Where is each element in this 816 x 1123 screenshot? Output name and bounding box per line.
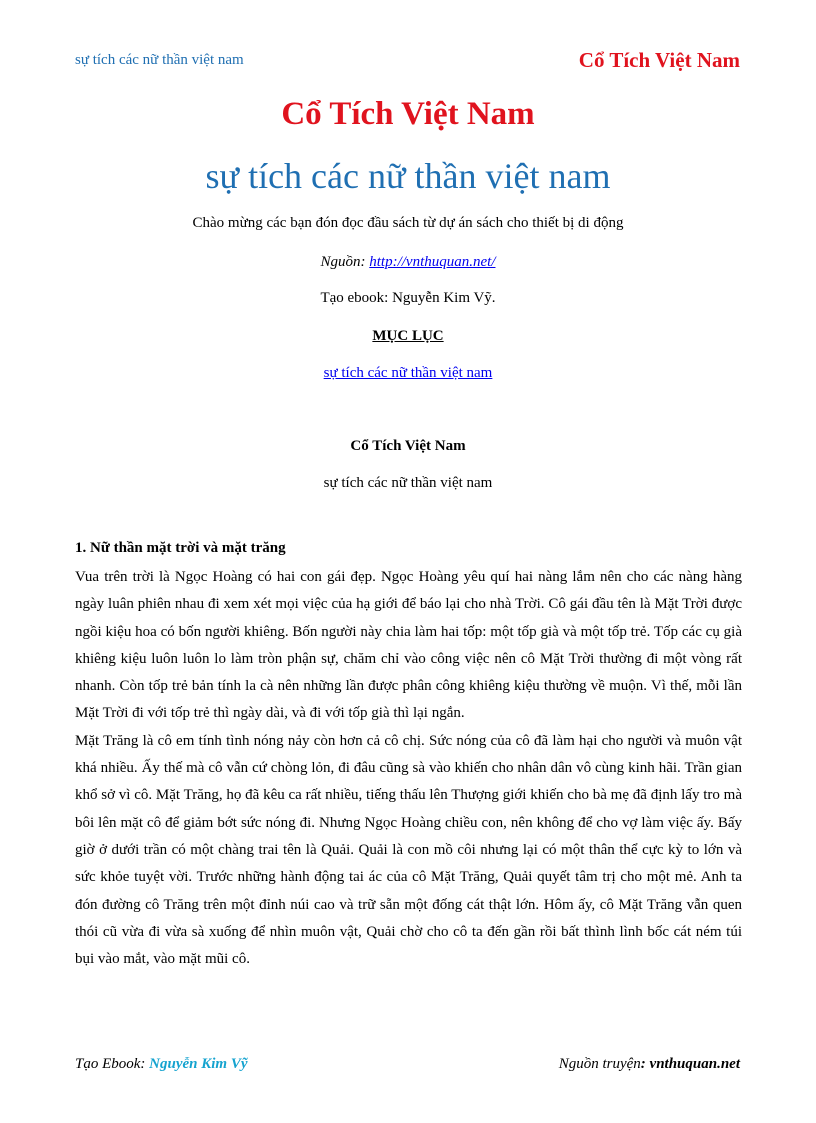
footer-right-label: Nguồn truyện xyxy=(558,1056,641,1072)
chapter-body xyxy=(75,564,742,973)
footer-right xyxy=(559,1056,740,1073)
welcome-text: Chào mừng các bạn đón đọc đầu sách từ dự án sách cho thiết bị di động xyxy=(192,215,624,231)
book-title: Cổ Tích Việt Nam xyxy=(281,96,535,132)
footer-left-sep: : xyxy=(140,1056,150,1072)
toc-item-link[interactable]: sự tích các nữ thần việt nam xyxy=(323,365,493,381)
section-title: Cổ Tích Việt Nam xyxy=(350,438,466,454)
footer-right-sep: : xyxy=(640,1056,650,1072)
source-link[interactable]: http://vnthuquan.net/ xyxy=(369,254,496,270)
running-header-right: Cổ Tích Việt Nam xyxy=(578,48,740,72)
paragraph: Mặt Trăng là cô em tính tình nóng nảy còn hơn cả cô chị. Sức nóng của cô đã làm hại cho người và muôn vật khá nhiều. Ấy thế mà cô vẫn cứ chòng lỏn, đi đâu cũng sà vào khiến cho nhân dân vô cùng kinh hãi. Trần gian khổ sở vì cô. Mặt Trăng, họ đã kêu ca rất nhiều, tiếng thấu lên Thượng giới khiến cho bà mẹ đã định lấy tro mà bôi lên mặt cô để giảm bớt sức nóng đi. Nhưng Ngọc Hoàng chiều con, nên không để cho vợ làm việc ấy. Bấy giờ ở dưới trần có một chàng trai tên là Quải. Quải là con mồ côi nhưng lại có một thân thể cực kỳ to lớn và sức khỏe tuyệt vời. Trước những hành động tai ác của cô Mặt Trăng, Quải quyết tâm trị cho một mẻ. Anh ta đón đường cô Trăng trên một đỉnh núi cao và trữ sẵn một đống cát thật lớn. Hôm ấy, cô Mặt Trăng vẫn quen thói cũ vừa đi vừa sà xuống để nhìn muôn vật, Quải chờ cho cô ta đến gần rồi bất thình lình bốc cát ném túi bụi vào mắt, vào mặt mũi cô. xyxy=(75,732,742,968)
paragraph: Vua trên trời là Ngọc Hoàng có hai con gái đẹp. Ngọc Hoàng yêu quí hai nàng lắm nên cho các nàng hàng ngày luân phiên nhau đi xem xét mọi việc của hạ giới để báo lại cho nhà Trời. Cô gái đầu tên là Mặt Trời được ngồi kiệu hoa có bốn người khiêng. Bốn người này chia làm hai tốp: một tốp già và một tốp trẻ. Tốp các cụ già khiêng kiệu luôn luôn lo làm tròn phận sự, chăm chỉ vào công việc nên cô Mặt Trời thường đi một vòng rất nhanh. Còn tốp trẻ bản tính la cà nên những lần được phân công khiêng kiệu thường về muộn. Vì thế, mỗi lần Mặt Trời đi với tốp trẻ thì ngày dài, và đi với tốp già thì lại ngắn. xyxy=(75,569,742,722)
toc-title: MỤC LỤC xyxy=(372,328,444,344)
footer-site: vnthuquan.net xyxy=(649,1056,740,1072)
chapter-heading: 1. Nữ thần mặt trời và mặt trăng xyxy=(75,540,286,556)
section-subtitle: sự tích các nữ thần việt nam xyxy=(323,475,493,491)
running-header-left: sự tích các nữ thần việt nam xyxy=(75,52,244,68)
footer-author: Nguyễn Kim Vỹ xyxy=(149,1056,248,1072)
source-label: Nguồn: xyxy=(320,254,370,270)
footer-left-label: Tạo Ebook xyxy=(75,1056,141,1072)
ebook-creator: Tạo ebook: Nguyễn Kim Vỹ. xyxy=(320,290,496,306)
source-line xyxy=(0,254,816,271)
footer-left xyxy=(75,1056,248,1073)
book-subtitle: sự tích các nữ thần việt nam xyxy=(205,156,611,196)
